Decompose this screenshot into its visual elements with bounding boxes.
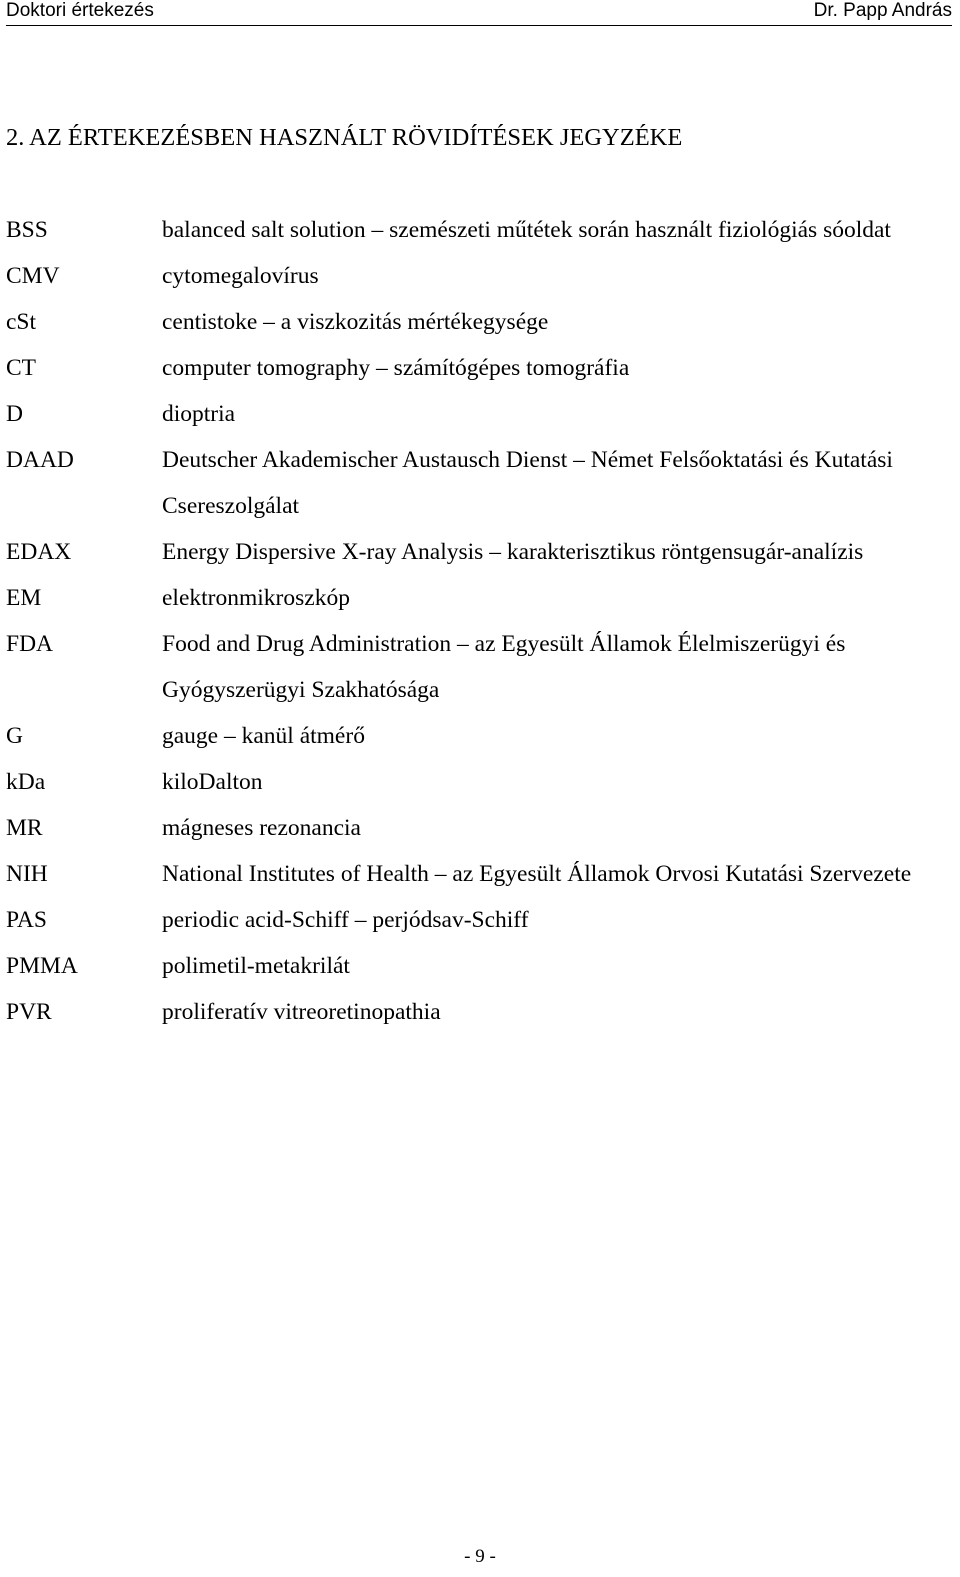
header-document-type: Doktori értekezés bbox=[6, 0, 154, 21]
abbreviation-term: D bbox=[6, 401, 23, 427]
abbreviation-term: EDAX bbox=[6, 539, 72, 565]
abbreviation-term: PVR bbox=[6, 999, 52, 1025]
abbreviation-definition: mágneses rezonancia bbox=[162, 815, 361, 841]
abbreviation-term: EM bbox=[6, 585, 42, 611]
section-title: 2. AZ ÉRTEKEZÉSBEN HASZNÁLT RÖVIDÍTÉSEK JEGYZÉKE bbox=[6, 124, 683, 151]
abbreviation-definition: proliferatív vitreoretinopathia bbox=[162, 999, 441, 1025]
abbreviation-definition: elektronmikroszkóp bbox=[162, 585, 350, 611]
abbreviation-definition: gauge – kanül átmérő bbox=[162, 723, 365, 749]
abbreviation-row bbox=[6, 299, 951, 345]
abbreviation-row bbox=[6, 851, 951, 897]
abbreviation-term: FDA bbox=[6, 631, 54, 657]
abbreviation-term: cSt bbox=[6, 309, 37, 335]
abbreviation-term: NIH bbox=[6, 861, 48, 887]
abbreviation-term: kDa bbox=[6, 769, 46, 795]
abbreviation-definition: computer tomography – számítógépes tomográfia bbox=[162, 355, 630, 381]
abbreviation-row bbox=[6, 207, 951, 253]
abbreviation-row bbox=[6, 621, 951, 713]
abbreviation-definition: dioptria bbox=[162, 401, 236, 427]
abbreviation-row bbox=[6, 713, 951, 759]
abbreviation-definition: Deutscher Akademischer Austausch Dienst – Német Felsőoktatási és Kutatási Csereszolgálat bbox=[162, 447, 893, 519]
abbreviation-definition: kiloDalton bbox=[162, 769, 263, 795]
abbreviation-row bbox=[6, 759, 951, 805]
abbreviation-term: CT bbox=[6, 355, 37, 381]
abbreviation-definition: periodic acid-Schiff – perjódsav-Schiff bbox=[162, 907, 529, 933]
abbreviation-row bbox=[6, 437, 951, 529]
abbreviation-row bbox=[6, 391, 951, 437]
page-number: - 9 - bbox=[464, 1546, 496, 1567]
abbreviation-list bbox=[6, 207, 951, 1035]
abbreviation-definition: balanced salt solution – szemészeti műtétek során használt fiziológiás sóoldat bbox=[162, 217, 891, 243]
abbreviation-row bbox=[6, 805, 951, 851]
abbreviation-definition: Energy Dispersive X-ray Analysis – karakterisztikus röntgensugár-analízis bbox=[162, 539, 864, 565]
abbreviation-definition: National Institutes of Health – az Egyesült Államok Orvosi Kutatási Szervezete bbox=[162, 861, 912, 887]
header-author: Dr. Papp András bbox=[813, 0, 952, 21]
abbreviation-definition: cytomegalovírus bbox=[162, 263, 319, 289]
abbreviation-definition: polimetil-metakrilát bbox=[162, 953, 350, 979]
abbreviation-term: G bbox=[6, 723, 23, 749]
abbreviation-row bbox=[6, 943, 951, 989]
page-header bbox=[6, 0, 952, 26]
abbreviation-term: PMMA bbox=[6, 953, 78, 979]
abbreviation-term: BSS bbox=[6, 217, 48, 243]
abbreviation-term: CMV bbox=[6, 263, 60, 289]
abbreviation-term: MR bbox=[6, 815, 43, 841]
abbreviation-definition: centistoke – a viszkozitás mértékegysége bbox=[162, 309, 549, 335]
abbreviation-row bbox=[6, 989, 951, 1035]
abbreviation-term: DAAD bbox=[6, 447, 74, 473]
abbreviation-row bbox=[6, 253, 951, 299]
abbreviation-definition: Food and Drug Administration – az Egyesült Államok Élelmiszerügyi és Gyógyszerügyi Szakhatósága bbox=[162, 631, 846, 703]
abbreviation-row bbox=[6, 575, 951, 621]
abbreviation-row bbox=[6, 345, 951, 391]
abbreviation-term: PAS bbox=[6, 907, 47, 933]
abbreviation-row bbox=[6, 529, 951, 575]
abbreviation-row bbox=[6, 897, 951, 943]
